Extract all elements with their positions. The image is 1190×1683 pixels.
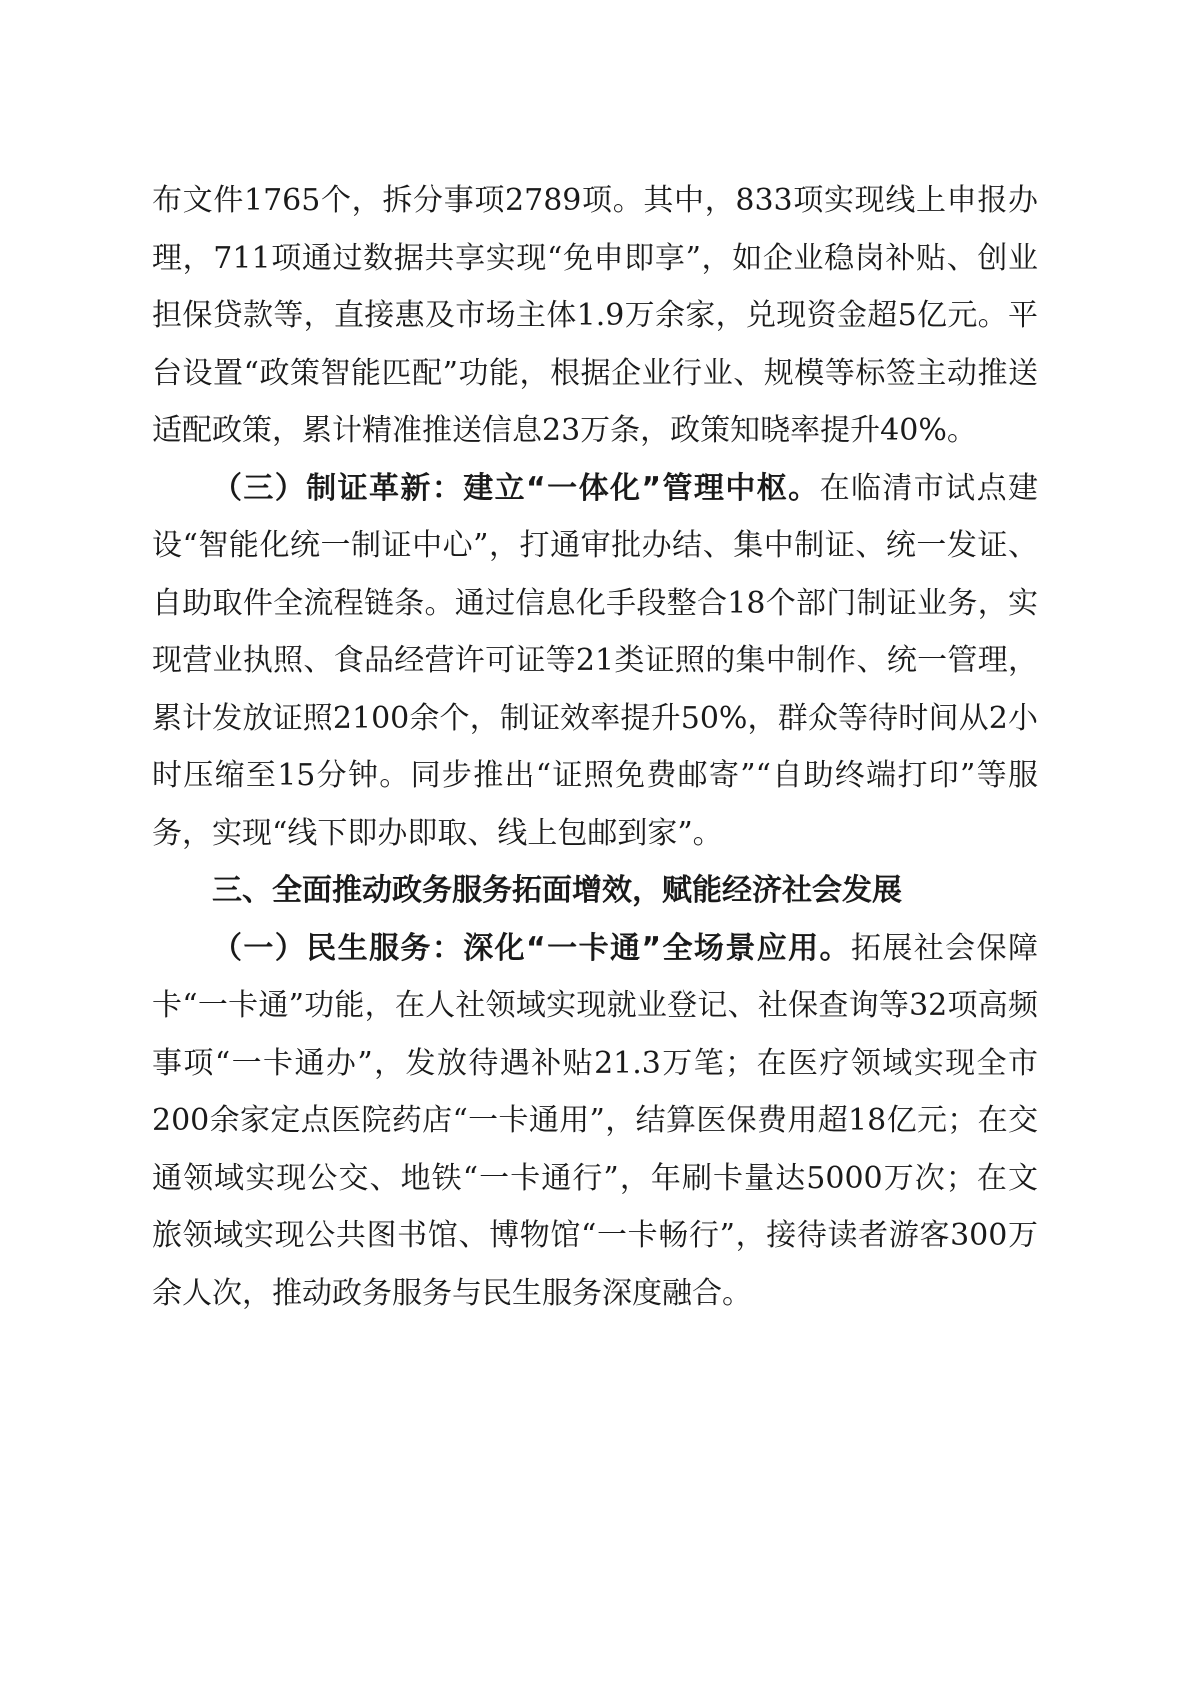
paragraph-lead-certificate: （三）制证革新：建立“一体化”管理中枢。 [212, 470, 820, 506]
paragraph-certificate-innovation [152, 460, 1038, 863]
paragraph-lead-livelihood: （一）民生服务：深化“一卡通”全场景应用。 [212, 930, 851, 966]
paragraph-body-certificate: 在临清市试点建设“智能化统一制证中心”，打通审批办结、集中制证、统一发证、自助取件全流程链条。通过信息化手段整合18个部门制证业务，实现营业执照、食品经营许可证等21类证照的集中制作、统一管理，累计发放证照2100余个，制证效率提升50%，群众等待时间从2小时压缩至15分钟。同步推出“证照免费邮寄”“自助终端打印”等服务，实现“线下即办即取、线上包邮到家”。 [152, 470, 1038, 851]
section-heading: 三、全面推动政务服务拓面增效，赋能经济社会发展 [212, 873, 902, 908]
document-body [152, 172, 1038, 1322]
paragraph-body-livelihood: 拓展社会保障卡“一卡通”功能，在人社领域实现就业登记、社保查询等32项高频事项“一卡通办”，发放待遇补贴21.3万笔；在医疗领域实现全市200余家定点医院药店“一卡通用”，结算医保费用超18亿元；在交通领域实现公交、地铁“一卡通行”，年刷卡量达5000万次；在文旅领域实现公共图书馆、博物馆“一卡畅行”，接待读者游客300万余人次，推动政务服务与民生服务深度融合。 [152, 930, 1038, 1311]
paragraph-policy-continuation: 布文件1765个，拆分事项2789项。其中，833项实现线上申报办理，711项通过数据共享实现“免申即享”，如企业稳岗补贴、创业担保贷款等，直接惠及市场主体1.9万余家，兑现资金超5亿元。平台设置“政策智能匹配”功能，根据企业行业、规模等标签主动推送适配政策，累计精准推送信息23万条，政策知晓率提升40%。 [152, 183, 1038, 448]
paragraph-livelihood-services [152, 920, 1038, 1323]
